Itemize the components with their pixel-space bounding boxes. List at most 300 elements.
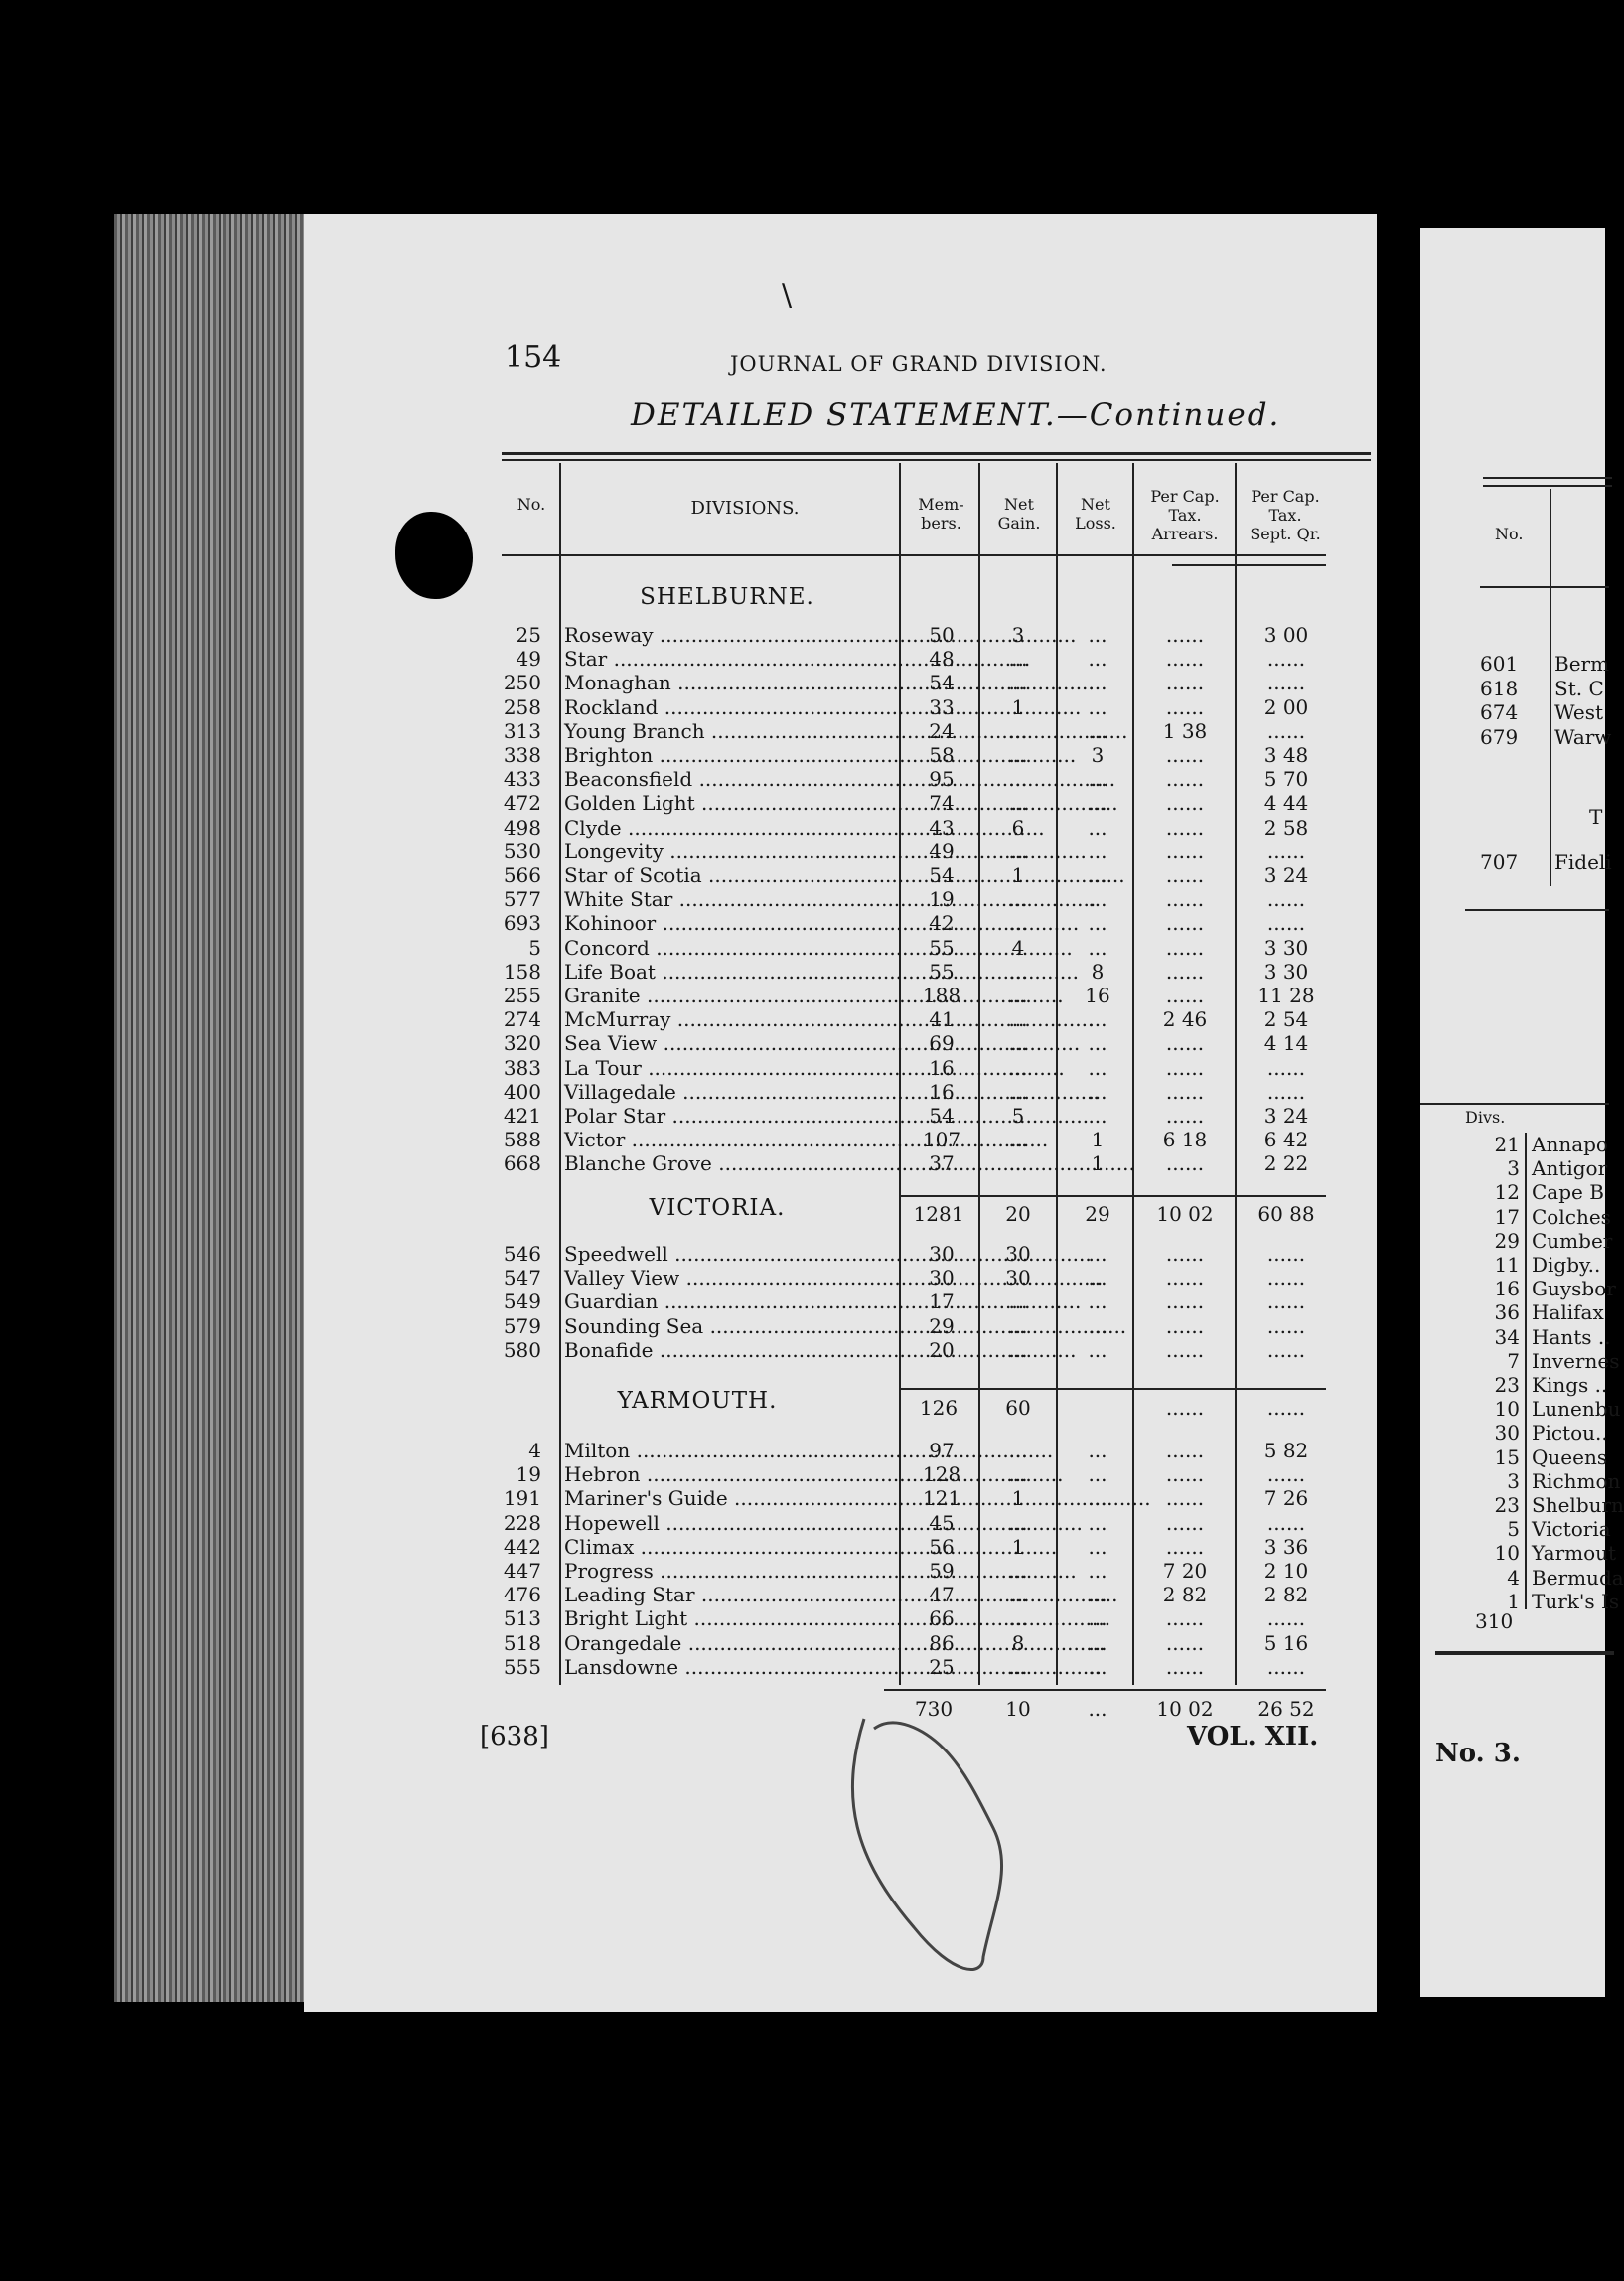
division-name: Clyde .....	[564, 816, 892, 839]
division-name: Lansdowne .....	[564, 1655, 892, 1679]
tax-arrears: ......	[1165, 1462, 1205, 1487]
members-count: 19	[929, 887, 955, 912]
tax-arrears: ......	[1165, 1654, 1205, 1679]
rp-divs-no: 10	[1494, 1541, 1520, 1566]
net-loss: ...	[1088, 838, 1107, 863]
division-number: 255	[503, 984, 541, 1007]
tax-sept-quarter: 2 54	[1263, 1007, 1309, 1032]
total-members: 1281	[913, 1202, 964, 1226]
division-number: 228	[503, 1510, 541, 1535]
division-name: Kohinoor .....	[564, 911, 892, 935]
rp-divs-no: 5	[1507, 1517, 1520, 1542]
members-count: 59	[929, 1559, 955, 1583]
rp-divs-no: 23	[1494, 1493, 1520, 1517]
division-name: Roseway .....	[564, 623, 892, 647]
total-rule-yarmouth	[884, 1689, 1326, 1691]
division-name: Brighton .....	[564, 743, 892, 767]
division-number: 555	[503, 1654, 541, 1679]
net-gain: ...	[1008, 1031, 1028, 1056]
rp-divs-name: Cumber	[1532, 1228, 1613, 1253]
section-heading-victoria: VICTORIA.	[649, 1195, 786, 1221]
members-count: 95	[929, 767, 955, 792]
division-name: White Star .....	[564, 887, 892, 911]
book-spine-edge	[114, 214, 308, 2002]
net-gain: 5	[1011, 1104, 1025, 1128]
rp-row-no: 601	[1480, 652, 1519, 676]
net-gain: 1	[1011, 1486, 1025, 1511]
rp-row-no: 679	[1480, 724, 1519, 749]
net-loss: ...	[1088, 1242, 1107, 1266]
total-members: 126	[919, 1396, 959, 1420]
division-name: Sea View .....	[564, 1031, 892, 1055]
total-members: 730	[914, 1697, 954, 1721]
tax-sept-quarter: ......	[1266, 1266, 1306, 1291]
division-number: 577	[503, 887, 541, 912]
net-loss: 1	[1091, 1128, 1105, 1152]
rp-divs-no: 29	[1494, 1228, 1520, 1253]
division-name: Climax .....	[564, 1535, 892, 1559]
division-number: 579	[503, 1313, 541, 1338]
tax-arrears: ......	[1165, 959, 1205, 984]
rp-divs-name: Cape B	[1532, 1180, 1604, 1205]
tax-arrears: ......	[1165, 1266, 1205, 1291]
tax-arrears: ......	[1165, 863, 1205, 887]
net-gain: 1	[1011, 1534, 1025, 1559]
total-gain: 60	[1005, 1396, 1031, 1420]
table-top-rule-2	[502, 459, 1371, 461]
tax-sept-quarter: ......	[1266, 671, 1306, 695]
division-number: 546	[503, 1242, 541, 1266]
members-count: 49	[929, 838, 955, 863]
rp-fidelity-no: 707	[1480, 850, 1519, 874]
division-name: Monaghan .....	[564, 671, 892, 694]
total-gain: 10	[1005, 1697, 1031, 1721]
header-bottom-rule-2	[1172, 564, 1326, 566]
tax-sept-quarter: ......	[1266, 1242, 1306, 1266]
tax-sept-quarter: 3 30	[1263, 935, 1309, 960]
rp-divs-name: Yarmout	[1532, 1541, 1617, 1566]
net-gain: 30	[1005, 1242, 1031, 1266]
rp-divs-no: 30	[1494, 1421, 1520, 1445]
tax-sept-quarter: 3 30	[1263, 959, 1309, 984]
rp-divs-no: 4	[1507, 1565, 1520, 1590]
total-loss: 29	[1085, 1202, 1110, 1226]
total-rule-victoria	[899, 1388, 1326, 1390]
tax-arrears: ......	[1165, 1031, 1205, 1056]
total-arrears: ......	[1165, 1396, 1205, 1420]
tax-sept-quarter: 2 22	[1263, 1151, 1309, 1176]
division-name: Beaconsfield .....	[564, 767, 892, 791]
total-loss: ...	[1088, 1697, 1107, 1721]
division-name: Speedwell .....	[564, 1242, 892, 1266]
tax-arrears: ......	[1165, 1055, 1205, 1080]
net-loss: ...	[1088, 1510, 1107, 1535]
header-bottom-rule	[502, 554, 1326, 556]
division-name: Mariner's Guide .....	[564, 1486, 892, 1510]
net-gain: 8	[1011, 1630, 1025, 1655]
tax-sept-quarter: ......	[1266, 1337, 1306, 1362]
tax-sept-quarter: 2 58	[1263, 815, 1309, 839]
total-sept: ......	[1266, 1396, 1306, 1420]
net-loss: ...	[1088, 1583, 1107, 1607]
tax-sept-quarter: 2 82	[1263, 1583, 1309, 1607]
footer-right: VOL. XII.	[1187, 1722, 1319, 1751]
rp-row-name: Warw	[1554, 724, 1612, 749]
rp-divs-no: 12	[1494, 1180, 1520, 1205]
rp-divs-no: 7	[1507, 1348, 1520, 1373]
members-count: 42	[929, 911, 955, 936]
members-count: 55	[929, 935, 955, 960]
division-name: Star of Scotia .....	[564, 863, 892, 887]
net-gain: ...	[1008, 1654, 1028, 1679]
rp-divs-name: Halifax	[1532, 1300, 1604, 1325]
col-header-no: No.	[517, 495, 546, 514]
net-gain: ...	[1008, 791, 1028, 816]
tax-arrears: ......	[1165, 815, 1205, 839]
net-gain: ...	[1008, 1151, 1028, 1176]
division-number: 338	[503, 743, 541, 767]
division-name: Life Boat .....	[564, 960, 892, 984]
net-gain: ...	[1008, 1510, 1028, 1535]
net-gain: 4	[1011, 935, 1025, 960]
members-count: 54	[929, 671, 955, 695]
members-count: 66	[929, 1606, 955, 1631]
tax-arrears: ......	[1165, 1630, 1205, 1655]
division-name: Longevity .....	[564, 839, 892, 863]
members-count: 41	[929, 1007, 955, 1032]
division-number: 19	[516, 1462, 541, 1487]
division-name: Progress .....	[564, 1559, 892, 1583]
net-loss: ...	[1088, 694, 1107, 719]
net-loss: ...	[1088, 1031, 1107, 1056]
rp-row-name: Berm	[1554, 652, 1610, 676]
division-number: 383	[503, 1055, 541, 1080]
net-loss: 8	[1091, 959, 1105, 984]
members-count: 97	[929, 1439, 955, 1462]
section-heading-yarmouth: YARMOUTH.	[617, 1388, 778, 1414]
running-head: JOURNAL OF GRAND DIVISION.	[730, 352, 1107, 376]
total-sept: 60 88	[1257, 1202, 1315, 1226]
rp-bottom-rule	[1435, 1651, 1614, 1655]
net-gain: ...	[1008, 1583, 1028, 1607]
net-gain: ...	[1008, 671, 1028, 695]
page-title: DETAILED STATEMENT.—Continued.	[631, 397, 1281, 433]
rp-divs-name: Hants ..	[1532, 1324, 1611, 1349]
members-count: 16	[929, 1055, 955, 1080]
members-count: 56	[929, 1534, 955, 1559]
division-number: 668	[503, 1151, 541, 1176]
tax-sept-quarter: ......	[1266, 838, 1306, 863]
total-rule-shelburne	[899, 1195, 1326, 1197]
rp-footer: No. 3.	[1435, 1739, 1521, 1768]
tax-arrears: 1 38	[1162, 718, 1208, 743]
division-name: Rockland .....	[564, 695, 892, 719]
rp-header-rule	[1480, 586, 1609, 588]
tax-arrears: ......	[1165, 887, 1205, 912]
rp-divs-header: Divs.	[1465, 1108, 1506, 1127]
net-gain: 1	[1011, 694, 1025, 719]
rp-divs-name: Lunenbu	[1532, 1397, 1621, 1422]
members-count: 128	[922, 1462, 961, 1487]
tax-sept-quarter: ......	[1266, 1079, 1306, 1104]
rp-divs-name: Invernes	[1532, 1348, 1620, 1373]
division-number: 476	[503, 1583, 541, 1607]
tax-sept-quarter: ......	[1266, 911, 1306, 936]
ink-blot	[395, 512, 473, 599]
net-gain: ...	[1008, 647, 1028, 672]
division-name: Guardian .....	[564, 1290, 892, 1313]
net-loss: ...	[1088, 791, 1107, 816]
net-loss: 16	[1085, 984, 1110, 1007]
division-number: 158	[503, 959, 541, 984]
division-name: Concord .....	[564, 936, 892, 960]
members-count: 30	[929, 1242, 955, 1266]
section-heading-shelburne: SHELBURNE.	[640, 584, 814, 610]
members-count: 20	[929, 1337, 955, 1362]
total-arrears: 10 02	[1156, 1202, 1214, 1226]
net-gain: ...	[1008, 1462, 1028, 1487]
net-loss: ...	[1088, 1337, 1107, 1362]
members-count: 24	[929, 718, 955, 743]
members-count: 54	[929, 1104, 955, 1128]
rp-no-header: No.	[1495, 525, 1524, 543]
division-number: 549	[503, 1290, 541, 1314]
division-number: 588	[503, 1128, 541, 1152]
tax-sept-quarter: 3 24	[1263, 863, 1309, 887]
division-name: Villagedale .....	[564, 1080, 892, 1104]
division-number: 433	[503, 767, 541, 792]
page-number: 154	[505, 340, 562, 375]
tax-arrears: ......	[1165, 767, 1205, 792]
net-loss: ...	[1088, 1007, 1107, 1032]
members-count: 25	[929, 1654, 955, 1679]
division-name: Hebron .....	[564, 1462, 892, 1486]
tax-arrears: ......	[1165, 791, 1205, 816]
rp-divs-total: 310	[1475, 1609, 1514, 1633]
division-name: Golden Light .....	[564, 791, 892, 815]
division-name: Granite .....	[564, 984, 892, 1007]
tax-sept-quarter: ......	[1266, 1313, 1306, 1338]
division-number: 5	[528, 935, 541, 960]
members-count: 33	[929, 694, 955, 719]
col-header-net-gain: Net Gain.	[997, 495, 1041, 532]
members-count: 55	[929, 959, 955, 984]
net-loss: ...	[1088, 1486, 1107, 1511]
members-count: 45	[929, 1510, 955, 1535]
net-gain: ...	[1008, 959, 1028, 984]
tax-arrears: ......	[1165, 1151, 1205, 1176]
rp-divs-name: Digby..	[1532, 1253, 1601, 1277]
net-loss: ...	[1088, 1439, 1107, 1462]
tax-arrears: 2 82	[1162, 1583, 1208, 1607]
tax-arrears: ......	[1165, 1313, 1205, 1338]
net-loss: ...	[1088, 815, 1107, 839]
net-gain: ...	[1008, 1290, 1028, 1314]
tax-arrears: ......	[1165, 1079, 1205, 1104]
members-count: 29	[929, 1313, 955, 1338]
division-number: 513	[503, 1606, 541, 1631]
members-count: 43	[929, 815, 955, 839]
division-number: 447	[503, 1559, 541, 1583]
rp-divs-name: Turk's Is	[1532, 1589, 1620, 1613]
rp-divs-no: 17	[1494, 1204, 1520, 1229]
tax-arrears: ......	[1165, 694, 1205, 719]
division-name: Star .....	[564, 647, 892, 671]
division-number: 530	[503, 838, 541, 863]
net-loss: ...	[1088, 623, 1107, 647]
members-count: 50	[929, 623, 955, 647]
tax-arrears: ......	[1165, 935, 1205, 960]
rp-divs-no: 15	[1494, 1445, 1520, 1469]
division-number: 566	[503, 863, 541, 887]
net-gain: ...	[1008, 1128, 1028, 1152]
division-number: 274	[503, 1007, 541, 1032]
rp-divs-divider	[1525, 1133, 1527, 1609]
col-header-net-loss: Net Loss.	[1075, 495, 1116, 532]
tax-sept-quarter: ......	[1266, 718, 1306, 743]
division-number: 320	[503, 1031, 541, 1056]
tax-arrears: ......	[1165, 647, 1205, 672]
rp-divs-no: 23	[1494, 1373, 1520, 1397]
tax-sept-quarter: 2 00	[1263, 694, 1309, 719]
net-gain: ...	[1008, 1079, 1028, 1104]
net-loss: ...	[1088, 1055, 1107, 1080]
net-gain: ...	[1008, 1337, 1028, 1362]
rp-divs-name: Shelburn	[1532, 1493, 1624, 1517]
tax-arrears: ......	[1165, 1439, 1205, 1462]
net-loss: ...	[1088, 647, 1107, 672]
col-header-members: Mem- bers.	[918, 495, 964, 532]
tax-arrears: ......	[1165, 1534, 1205, 1559]
net-loss: ...	[1088, 1266, 1107, 1291]
net-loss: ...	[1088, 1654, 1107, 1679]
tax-arrears: ......	[1165, 623, 1205, 647]
total-gain: 20	[1005, 1202, 1031, 1226]
rp-top-rule-2	[1483, 485, 1612, 487]
net-loss: ...	[1088, 1462, 1107, 1487]
division-name: Milton .....	[564, 1439, 892, 1462]
members-count: 30	[929, 1266, 955, 1291]
division-name: McMurray .....	[564, 1007, 892, 1031]
col-header-arrears: Per Cap. Tax. Arrears.	[1150, 487, 1220, 543]
tax-sept-quarter: ......	[1266, 1055, 1306, 1080]
net-loss: ...	[1088, 863, 1107, 887]
members-count: 121	[922, 1486, 961, 1511]
tax-arrears: ......	[1165, 1242, 1205, 1266]
net-loss: ...	[1088, 911, 1107, 936]
tax-arrears: ......	[1165, 911, 1205, 936]
rp-divs-no: 34	[1494, 1324, 1520, 1349]
tax-sept-quarter: ......	[1266, 1290, 1306, 1314]
rp-divs-no: 11	[1494, 1253, 1520, 1277]
net-loss: ...	[1088, 1606, 1107, 1631]
net-gain: ...	[1008, 984, 1028, 1007]
tax-sept-quarter: 3 24	[1263, 1104, 1309, 1128]
rp-divs-name: Pictou..	[1532, 1421, 1608, 1445]
rp-row-no: 674	[1480, 700, 1519, 724]
col-divider-no	[559, 463, 561, 1685]
tax-arrears: 7 20	[1162, 1559, 1208, 1583]
net-gain: 30	[1005, 1266, 1031, 1291]
net-loss: 3	[1091, 743, 1105, 767]
handwritten-loop-mark	[844, 1709, 1043, 1997]
net-gain: ...	[1008, 1606, 1028, 1631]
division-number: 313	[503, 718, 541, 743]
net-loss: ...	[1088, 935, 1107, 960]
total-arrears: 10 02	[1156, 1697, 1214, 1721]
rp-divs-no: 16	[1494, 1277, 1520, 1301]
rp-row-no: 618	[1480, 676, 1519, 700]
division-name: Sounding Sea .....	[564, 1314, 892, 1338]
net-loss: ...	[1088, 1534, 1107, 1559]
tax-arrears: 2 46	[1162, 1007, 1208, 1032]
rp-t-fragment: T	[1589, 805, 1603, 829]
net-loss: ...	[1088, 1630, 1107, 1655]
net-gain: ...	[1008, 1313, 1028, 1338]
rp-divs-name: Guysbor	[1532, 1277, 1616, 1301]
col-header-divisions: DIVISIONS.	[690, 498, 800, 519]
division-number: 250	[503, 671, 541, 695]
net-gain: ...	[1008, 887, 1028, 912]
rp-divs-name: Queens	[1532, 1445, 1608, 1469]
net-gain: ...	[1008, 1439, 1028, 1462]
division-name: Young Branch .....	[564, 719, 892, 743]
tax-sept-quarter: ......	[1266, 1462, 1306, 1487]
net-loss: ...	[1088, 718, 1107, 743]
rp-divs-no: 3	[1507, 1468, 1520, 1493]
net-gain: ...	[1008, 1007, 1028, 1032]
net-loss: ...	[1088, 767, 1107, 792]
tax-arrears: ......	[1165, 1104, 1205, 1128]
members-count: 74	[929, 791, 955, 816]
tax-sept-quarter: 5 82	[1263, 1439, 1309, 1462]
members-count: 188	[922, 984, 961, 1007]
net-gain: ...	[1008, 1055, 1028, 1080]
net-gain: 6	[1011, 815, 1025, 839]
tax-sept-quarter: ......	[1266, 1510, 1306, 1535]
tax-arrears: ......	[1165, 838, 1205, 863]
tax-sept-quarter: ......	[1266, 887, 1306, 912]
tax-sept-quarter: 7 26	[1263, 1486, 1309, 1511]
rp-divs-no: 21	[1494, 1133, 1520, 1156]
tax-sept-quarter: ......	[1266, 1606, 1306, 1631]
tax-sept-quarter: ......	[1266, 1654, 1306, 1679]
tax-sept-quarter: 5 70	[1263, 767, 1309, 792]
division-number: 498	[503, 815, 541, 839]
rp-divs-no: 10	[1494, 1397, 1520, 1422]
right-page-fragment	[1420, 228, 1624, 1997]
tax-arrears: 6 18	[1162, 1128, 1208, 1152]
division-number: 472	[503, 791, 541, 816]
total-sept: 26 52	[1257, 1697, 1315, 1721]
members-count: 16	[929, 1079, 955, 1104]
division-name: Orangedale .....	[564, 1631, 892, 1655]
net-gain: 3	[1011, 623, 1025, 647]
rp-divs-name: Colches	[1532, 1204, 1611, 1229]
rp-divs-no: 36	[1494, 1300, 1520, 1325]
rp-divs-no: 3	[1507, 1156, 1520, 1181]
tax-arrears: ......	[1165, 1290, 1205, 1314]
members-count: 86	[929, 1630, 955, 1655]
rp-divs-no: 1	[1507, 1589, 1520, 1613]
net-loss: ...	[1088, 1313, 1107, 1338]
tax-sept-quarter: 4 14	[1263, 1031, 1309, 1056]
division-name: Valley View .....	[564, 1266, 892, 1290]
net-gain: 1	[1011, 863, 1025, 887]
tax-sept-quarter: 3 36	[1263, 1534, 1309, 1559]
division-name: La Tour .....	[564, 1056, 892, 1080]
net-loss: ...	[1088, 1559, 1107, 1583]
